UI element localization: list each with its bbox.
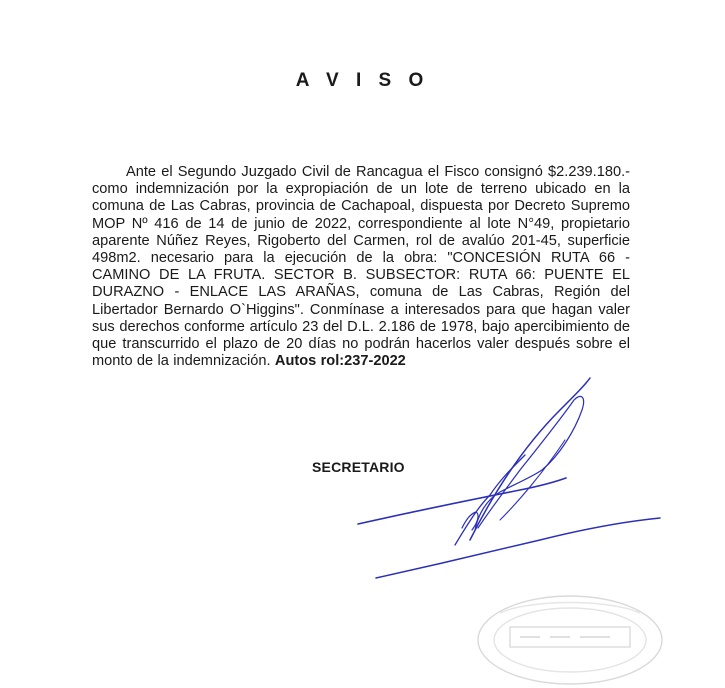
faded-stamp [470, 585, 670, 685]
signatory-label: SECRETARIO [312, 459, 405, 475]
notice-body-text: Ante el Segundo Juzgado Civil de Rancagua el Fisco consignó $2.239.180.- como indemnización por la expropiación de un lote de terreno ubicado en la comuna de Las Cabras, provincia de Cachapoal, dispuesta por Decreto Supremo MOP Nº 416 de 14 de junio de 2022, correspondiente al lote N°49, propietario aparente Núñez Reyes, Rigoberto del Carmen, rol de avalúo 201-45, superficie 498m2. necesario para la ejecución de la obra: "CONCESIÓN RUTA 66 - CAMINO DE LA FRUTA. SECTOR B. SUBSECTOR: RUTA 66: PUENTE EL DURAZNO - ENLACE LAS ARAÑAS, comuna de Las Cabras, Región del Libertador Bernardo O`Higgins". Conmínase a interesados para que hagan valer sus derechos conforme artículo 23 del D.L. 2.186 de 1978, bajo apercibimiento de que transcurrido el plazo de 20 días no podrán hacerlos valer después sobre el monto de la indemnización. [92, 164, 630, 370]
document-title: A V I S O [295, 70, 430, 91]
case-number: Autos rol:237-2022 [274, 353, 406, 370]
notice-body [92, 164, 630, 370]
